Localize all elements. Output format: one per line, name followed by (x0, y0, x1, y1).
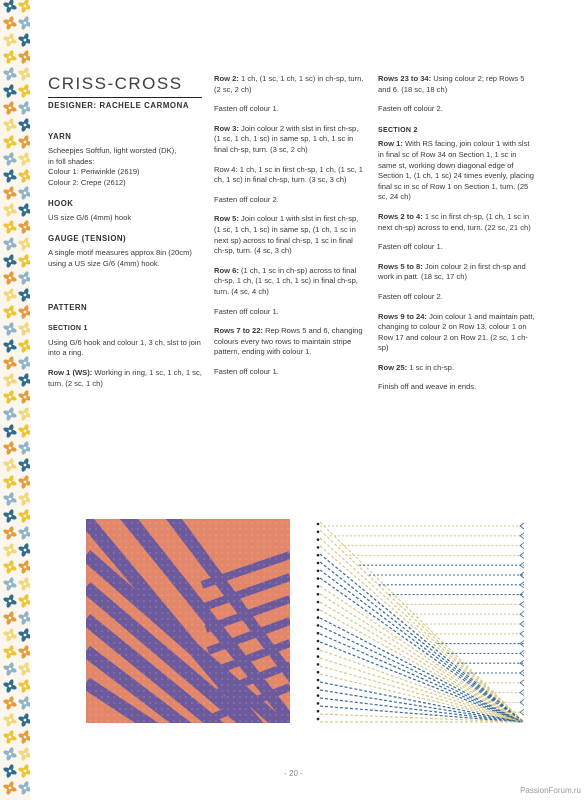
join-marker (317, 687, 320, 690)
petal-motif (18, 271, 30, 286)
row-text: (1 ch, 1 sc in ch-sp) across to final ch-sp, 1 ch, (1 sc, 1 ch, 1 sc) in final ch-sp, turn. (4 sc, 4 ch) (214, 265, 358, 296)
join-marker (317, 710, 320, 713)
row-label: Rows 23 to 34: (378, 74, 432, 83)
pattern-heading: PATTERN (48, 302, 88, 312)
petal-motif (3, 254, 18, 269)
fasten-off: Fasten off colour 1. (214, 104, 279, 114)
column-1 (48, 74, 202, 398)
yarn-line: Colour 1: Periwinkle (2619) (48, 167, 140, 177)
designer-credit: DESIGNER: RACHELE CARMONA (48, 97, 202, 112)
petal-motif (3, 628, 18, 643)
row-label: Row 3: (214, 123, 239, 133)
join-marker (317, 554, 320, 557)
row-text: With RS facing, join colour 1 with slst in final sc of Row 34 on Section 1, 1 sc in same st, working down diagonal edge of Section 1, (1 ch, 1 sc) 24 times evenly, placing final sc in sc of Row 1 on Section 1, turn. (25 sc, 24 ch) (378, 139, 535, 202)
join-marker (317, 679, 320, 682)
petal-motif (3, 67, 18, 82)
fasten-off: Fasten off colour 1. (214, 306, 279, 316)
petal-motif (18, 662, 30, 677)
yarn-details (48, 146, 202, 188)
petal-motif (3, 543, 18, 558)
petal-motif (3, 424, 18, 439)
petal-motif (18, 747, 30, 762)
petal-motif (18, 33, 30, 48)
petal-motif (18, 237, 30, 252)
row-label: Rows 5 to 8: (378, 261, 423, 271)
row-label: Row 6: (214, 265, 239, 275)
row-label: Rows 7 to 22: (214, 326, 263, 336)
join-marker (317, 538, 320, 541)
petal-motif (3, 390, 18, 405)
petal-motif (18, 67, 30, 82)
row3-instruction (214, 124, 364, 156)
crochet-square-photo (82, 515, 294, 727)
petal-motif (3, 577, 18, 592)
join-marker (317, 593, 320, 596)
petal-motif (18, 730, 30, 745)
petal-motif (18, 373, 30, 388)
petal-motif (18, 509, 30, 524)
petal-motif (18, 645, 30, 660)
watermark: PassionForum.ru (520, 786, 581, 795)
row-label: Row 2: (214, 74, 239, 83)
petal-motif (3, 356, 18, 371)
row-label: Rows 9 to 24: (378, 311, 427, 321)
petal-motif (3, 237, 18, 252)
row-text: 1 sc in first ch-sp, (1 ch, 1 sc in next ch-sp) across to end, turn. (22 sc, 21 ch) (378, 211, 531, 232)
petal-motif (3, 526, 18, 541)
join-marker (317, 718, 320, 721)
petal-motif (18, 169, 30, 184)
petal-motif (3, 645, 18, 660)
petal-motif (3, 220, 18, 235)
fasten-off: Fasten off colour 2. (378, 104, 443, 114)
petal-motif (3, 0, 18, 13)
petal-motif (3, 339, 18, 354)
stitch-diagram (312, 516, 530, 728)
row1-instruction (48, 368, 202, 389)
fasten-off: Fasten off colour 1. (378, 242, 443, 252)
petal-motif (3, 135, 18, 150)
row-text: Rep Rows 5 and 6, changing colours every two rows to maintain stripe pattern, ending with colour 1. (214, 326, 363, 357)
rows23-34-instruction (378, 74, 536, 95)
yarn-heading: YARN (48, 131, 72, 141)
petal-motif (3, 475, 18, 490)
petal-motif (3, 16, 18, 31)
petal-motif (18, 679, 30, 694)
join-marker (317, 663, 320, 666)
petal-motif (3, 33, 18, 48)
petal-motif (18, 713, 30, 728)
petal-motif (3, 679, 18, 694)
section1-intro: Using G/6 hook and colour 1, 3 ch, slst to join into a ring. (48, 337, 201, 358)
petal-motif (3, 611, 18, 626)
petal-motif (3, 509, 18, 524)
row-label: Rows 2 to 4: (378, 211, 423, 221)
petal-motif (18, 0, 30, 13)
yarn-line: Colour 2: Crepe (2612) (48, 177, 126, 187)
row5-instruction (214, 214, 364, 256)
row2-instruction (214, 74, 364, 95)
petal-motif (3, 305, 18, 320)
petal-motif (3, 747, 18, 762)
petal-motif (3, 203, 18, 218)
join-marker (317, 616, 320, 619)
join-marker (317, 671, 320, 674)
gauge-heading: GAUGE (TENSION) (48, 233, 127, 243)
join-marker (317, 702, 320, 705)
join-marker (317, 640, 320, 643)
petal-motif (3, 84, 18, 99)
petal-motif (18, 305, 30, 320)
row-text: 1 sc in ch-sp. (407, 362, 454, 372)
petal-motif (18, 458, 30, 473)
petal-motif (3, 441, 18, 456)
hook-text: US size G/6 (4mm) hook (48, 213, 132, 223)
yarn-line: in foll shades: (48, 156, 95, 166)
join-marker (317, 562, 320, 565)
row-label: Row 1 (WS): (48, 367, 93, 377)
petal-motif (18, 356, 30, 371)
s2-rows5-8-instruction (378, 262, 536, 283)
petal-motif (18, 696, 30, 711)
petal-motif (18, 475, 30, 490)
row-text: Join colour 2 with slst in first ch-sp, (1 sc, 1 ch, 1 sc) in same sp, 1 ch, 1 sc in final ch-sp, turn. (3 sc, 2 ch) (214, 123, 359, 154)
petal-motif (3, 730, 18, 745)
petal-motif (18, 322, 30, 337)
section2-heading: SECTION 2 (378, 126, 418, 134)
petal-motif (18, 220, 30, 235)
petal-motif (18, 203, 30, 218)
s2-row25-instruction (378, 363, 536, 374)
petal-motif (18, 628, 30, 643)
petal-motif (18, 611, 30, 626)
row-label: Row 5: (214, 214, 239, 224)
petal-motif (3, 152, 18, 167)
row4-instruction: Row 4: 1 ch, 1 sc in first ch-sp, 1 ch, (1 sc, 1 ch, 1 sc) in final ch-sp, turn. (3 sc, 3 ch) (214, 164, 363, 185)
row-text: Working in ring, 1 sc, 1 ch, 1 sc, turn. (2 sc, 1 ch) (48, 367, 202, 388)
petal-motif (18, 101, 30, 116)
join-marker (317, 577, 320, 580)
petal-motif (3, 118, 18, 133)
petal-motif (18, 50, 30, 65)
finish-instruction: Finish off and weave in ends. (378, 382, 477, 392)
column-2 (214, 74, 364, 386)
rows7-22-instruction (214, 326, 364, 358)
petal-motif (3, 186, 18, 201)
petal-motif (18, 543, 30, 558)
petal-motif (3, 373, 18, 388)
row-text: Join colour 2 in first ch-sp and work in patt. (18 sc, 17 ch) (378, 261, 526, 282)
page-title: CRISS-CROSS (48, 74, 183, 93)
petal-motif (3, 492, 18, 507)
join-marker (317, 655, 320, 658)
petal-motif (18, 577, 30, 592)
petal-motif (3, 662, 18, 677)
petal-motif (18, 441, 30, 456)
hook-heading: HOOK (48, 198, 74, 208)
join-marker (317, 585, 320, 588)
petal-motif (18, 16, 30, 31)
petal-motif (3, 50, 18, 65)
petal-motif (18, 288, 30, 303)
page-number: - 20 - (284, 769, 303, 778)
s2-rows2-4-instruction (378, 212, 536, 233)
join-marker (317, 523, 320, 526)
petal-motif (18, 526, 30, 541)
petal-motif (3, 288, 18, 303)
row-text: 1 ch, (1 sc, 1 ch, 1 sc) in ch-sp, turn. (2 sc, 2 ch) (214, 74, 364, 94)
row-text: Join colour 1 with slst in first ch-sp, (1 sc, 1 ch, 1 sc) in same sp, (1 ch, 1 sc in next sp) across to final ch-sp, 1 sc in final ch-sp, turn. (4 sc, 3 ch) (214, 214, 359, 256)
petal-motif (3, 322, 18, 337)
join-marker (317, 648, 320, 651)
petal-motif (3, 101, 18, 116)
row-label: Row 25: (378, 362, 408, 372)
join-marker (317, 531, 320, 534)
petal-motif (18, 186, 30, 201)
petal-motif (18, 424, 30, 439)
petal-motif (3, 713, 18, 728)
join-marker (317, 694, 320, 697)
petal-motif (18, 84, 30, 99)
petal-motif (18, 339, 30, 354)
join-marker (317, 570, 320, 573)
join-marker (317, 601, 320, 604)
fasten-off: Fasten off colour 2. (378, 291, 443, 301)
petal-motif (3, 458, 18, 473)
petal-motif (3, 781, 18, 796)
fasten-off: Fasten off colour 1. (214, 366, 279, 376)
crochet-chart (312, 516, 530, 728)
join-marker (317, 624, 320, 627)
fasten-off: Fasten off colour 2. (214, 194, 279, 204)
petal-motif (18, 152, 30, 167)
row-label: Row 1: (378, 139, 403, 149)
petal-motif (18, 560, 30, 575)
join-marker (317, 546, 320, 549)
petal-motif (18, 781, 30, 796)
petal-motif (3, 407, 18, 422)
petal-motif (18, 390, 30, 405)
petal-motif (18, 254, 30, 269)
join-marker (317, 609, 320, 612)
petal-motif (18, 407, 30, 422)
row6-instruction (214, 266, 364, 298)
petal-motif (3, 271, 18, 286)
join-marker (317, 632, 320, 635)
s2-row1-instruction (378, 139, 536, 203)
petal-motif (18, 594, 30, 609)
row-text: Using colour 2; rep Rows 5 and 6. (18 sc, 18 ch) (378, 74, 525, 94)
yarn-line: Scheepjes Softfun, light worsted (DK), (48, 146, 177, 156)
petal-motif (3, 696, 18, 711)
floral-pattern (0, 0, 30, 800)
gauge-text: A single motif measures approx 8in (20cm) using a US size G/6 (4mm) hook. (48, 248, 192, 268)
s2-rows9-24-instruction (378, 312, 536, 354)
row-text: Join colour 1 and maintain patt, changing to colour 2 on Row 13, colour 1 on Row 17 and colour 2 on Row 21. (2 sc, 1 ch-sp) (378, 311, 535, 353)
column-3 (378, 74, 536, 402)
petal-motif (18, 135, 30, 150)
petal-motif (3, 594, 18, 609)
crochet-square-image (82, 515, 294, 727)
petal-motif (18, 118, 30, 133)
petal-motif (3, 169, 18, 184)
section1-heading: SECTION 1 (48, 325, 88, 333)
petal-motif (18, 492, 30, 507)
decorative-border (0, 0, 30, 800)
petal-motif (3, 560, 18, 575)
